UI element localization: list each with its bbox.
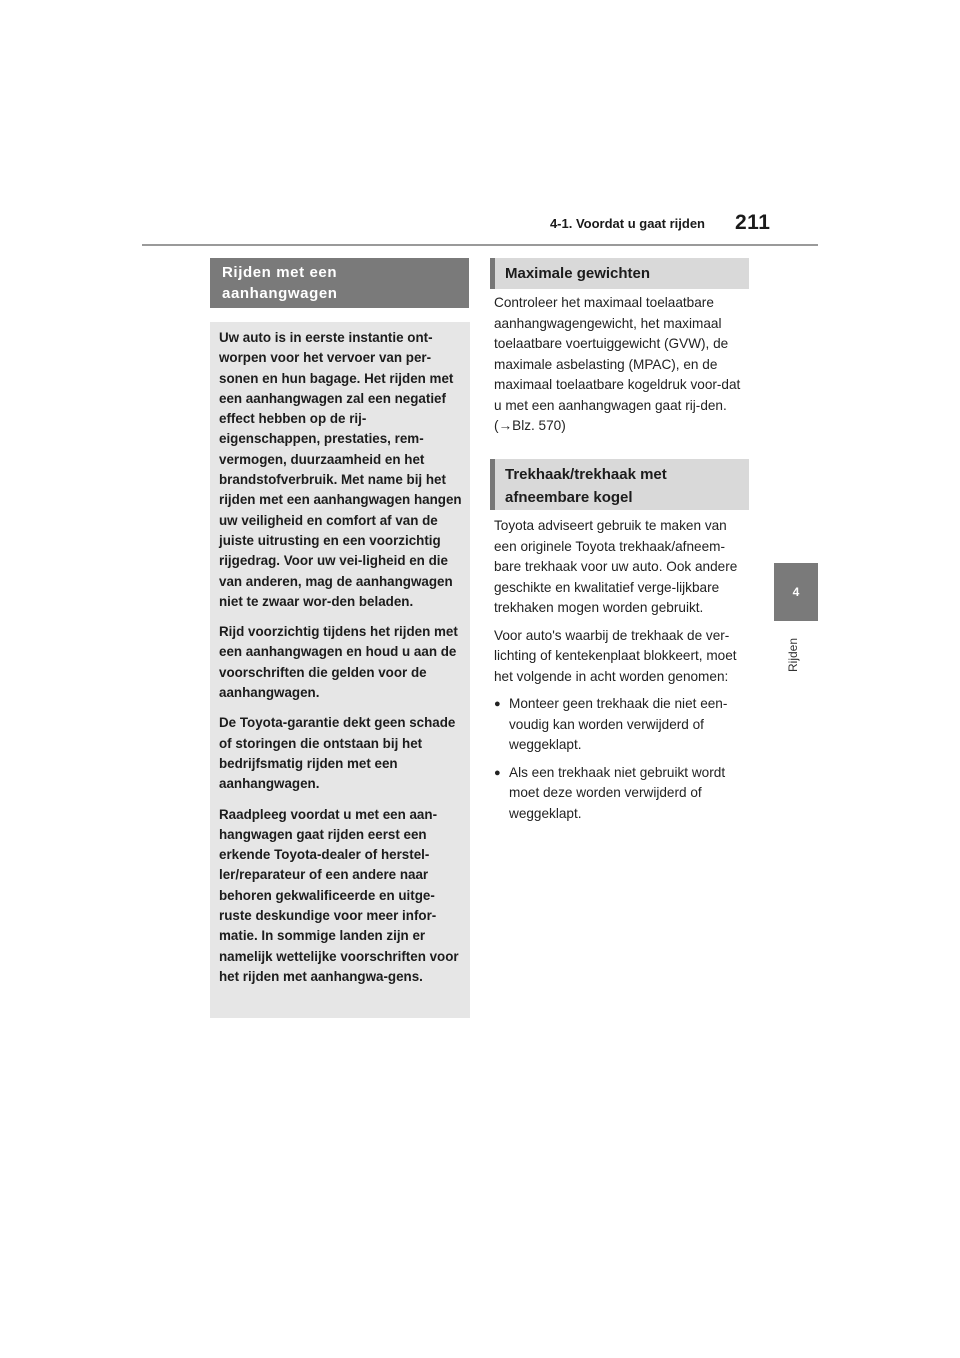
towbar-text	[494, 516, 749, 831]
max-weights-text	[494, 293, 749, 444]
bullet-text: Monteer geen trekhaak die niet een-voudig kan worden verwijderd of weggeklapt.	[509, 696, 728, 752]
header-divider	[142, 244, 818, 246]
subheading-max-weights: Maximale gewichten	[490, 258, 749, 289]
intro-info-box	[210, 322, 470, 1018]
subheading-towbar: Trekhaak/trekhaak met afneembare kogel	[490, 459, 749, 510]
section-heading-towing: Rijden met een aanhangwagen	[210, 258, 469, 308]
bullet-dot-icon: ●	[494, 698, 501, 710]
chapter-tab-label: Rijden	[786, 637, 800, 673]
intro-paragraph: Raadpleeg voordat u met een aan-hangwagen gaat rijden eerst een erkende Toyota-dealer of herstel-ler/reparateur of een andere naar behoren gekwalificeerde en uitge-ruste deskundige voor meer infor-matie. In sommige landen zijn er namelijk wettelijke voorschriften voor het rijden met aanhangwa-gens.	[219, 806, 459, 984]
max-weights-paragraph: Controleer het maximaal toelaatbare aanhangwagengewicht, het maximaal toelaatbare voertuiggewicht (GVW), de maximale asbelasting (MPAC), en de maximaal toelaatbare kogeldruk voor-dat u met een aanhangwagen gaat rij-den. (→Blz. 570)	[494, 295, 741, 433]
page-number: 211	[735, 211, 771, 234]
bullet-dot-icon: ●	[494, 766, 501, 779]
chapter-tab: 4	[774, 563, 818, 621]
towbar-paragraph: Voor auto's waarbij de trekhaak de ver-lichting of kentekenplaat blokkeert, moet het volgende in acht worden genomen:	[494, 627, 737, 684]
bullet-item	[494, 694, 749, 756]
bullet-item	[494, 763, 749, 825]
bullet-text: Als een trekhaak niet gebruikt wordt moet deze worden verwijderd of weggeklapt.	[509, 764, 726, 821]
intro-paragraph: De Toyota-garantie dekt geen schade of storingen die ontstaan bij het bedrijfsmatig rijden met een aanhangwagen.	[219, 715, 456, 792]
intro-paragraph: Rijd voorzichtig tijdens het rijden met een aanhangwagen en houd u aan de voorschriften die gelden voor de aanhangwagen.	[219, 624, 458, 701]
towbar-paragraph: Toyota adviseert gebruik te maken van een originele Toyota trekhaak/afneem-bare trekhaak voor uw auto. Ook andere geschikte en kwalitatief verge-lijkbare trekhaken mogen worden gebruikt.	[494, 518, 738, 615]
intro-paragraph: Uw auto is in eerste instantie ont-worpen voor het vervoer van per-sonen en hun bagage. Het rijden met een aanhangwagen zal een negatief effect hebben op de rij-eigenschappen, prestaties, rem-vermogen, duurzaamheid en het brandstofverbruik. Met name bij het rijden met een aanhangwagen hangen uw veiligheid en comfort af van de juiste uitrusting en een voorzichtig rijgedrag. Voor uw vei-ligheid en die van anderen, mag de aanhangwagen niet te zwaar wor-den beladen.	[219, 330, 462, 609]
running-header-section: 4-1. Voordat u gaat rijden	[549, 216, 705, 231]
